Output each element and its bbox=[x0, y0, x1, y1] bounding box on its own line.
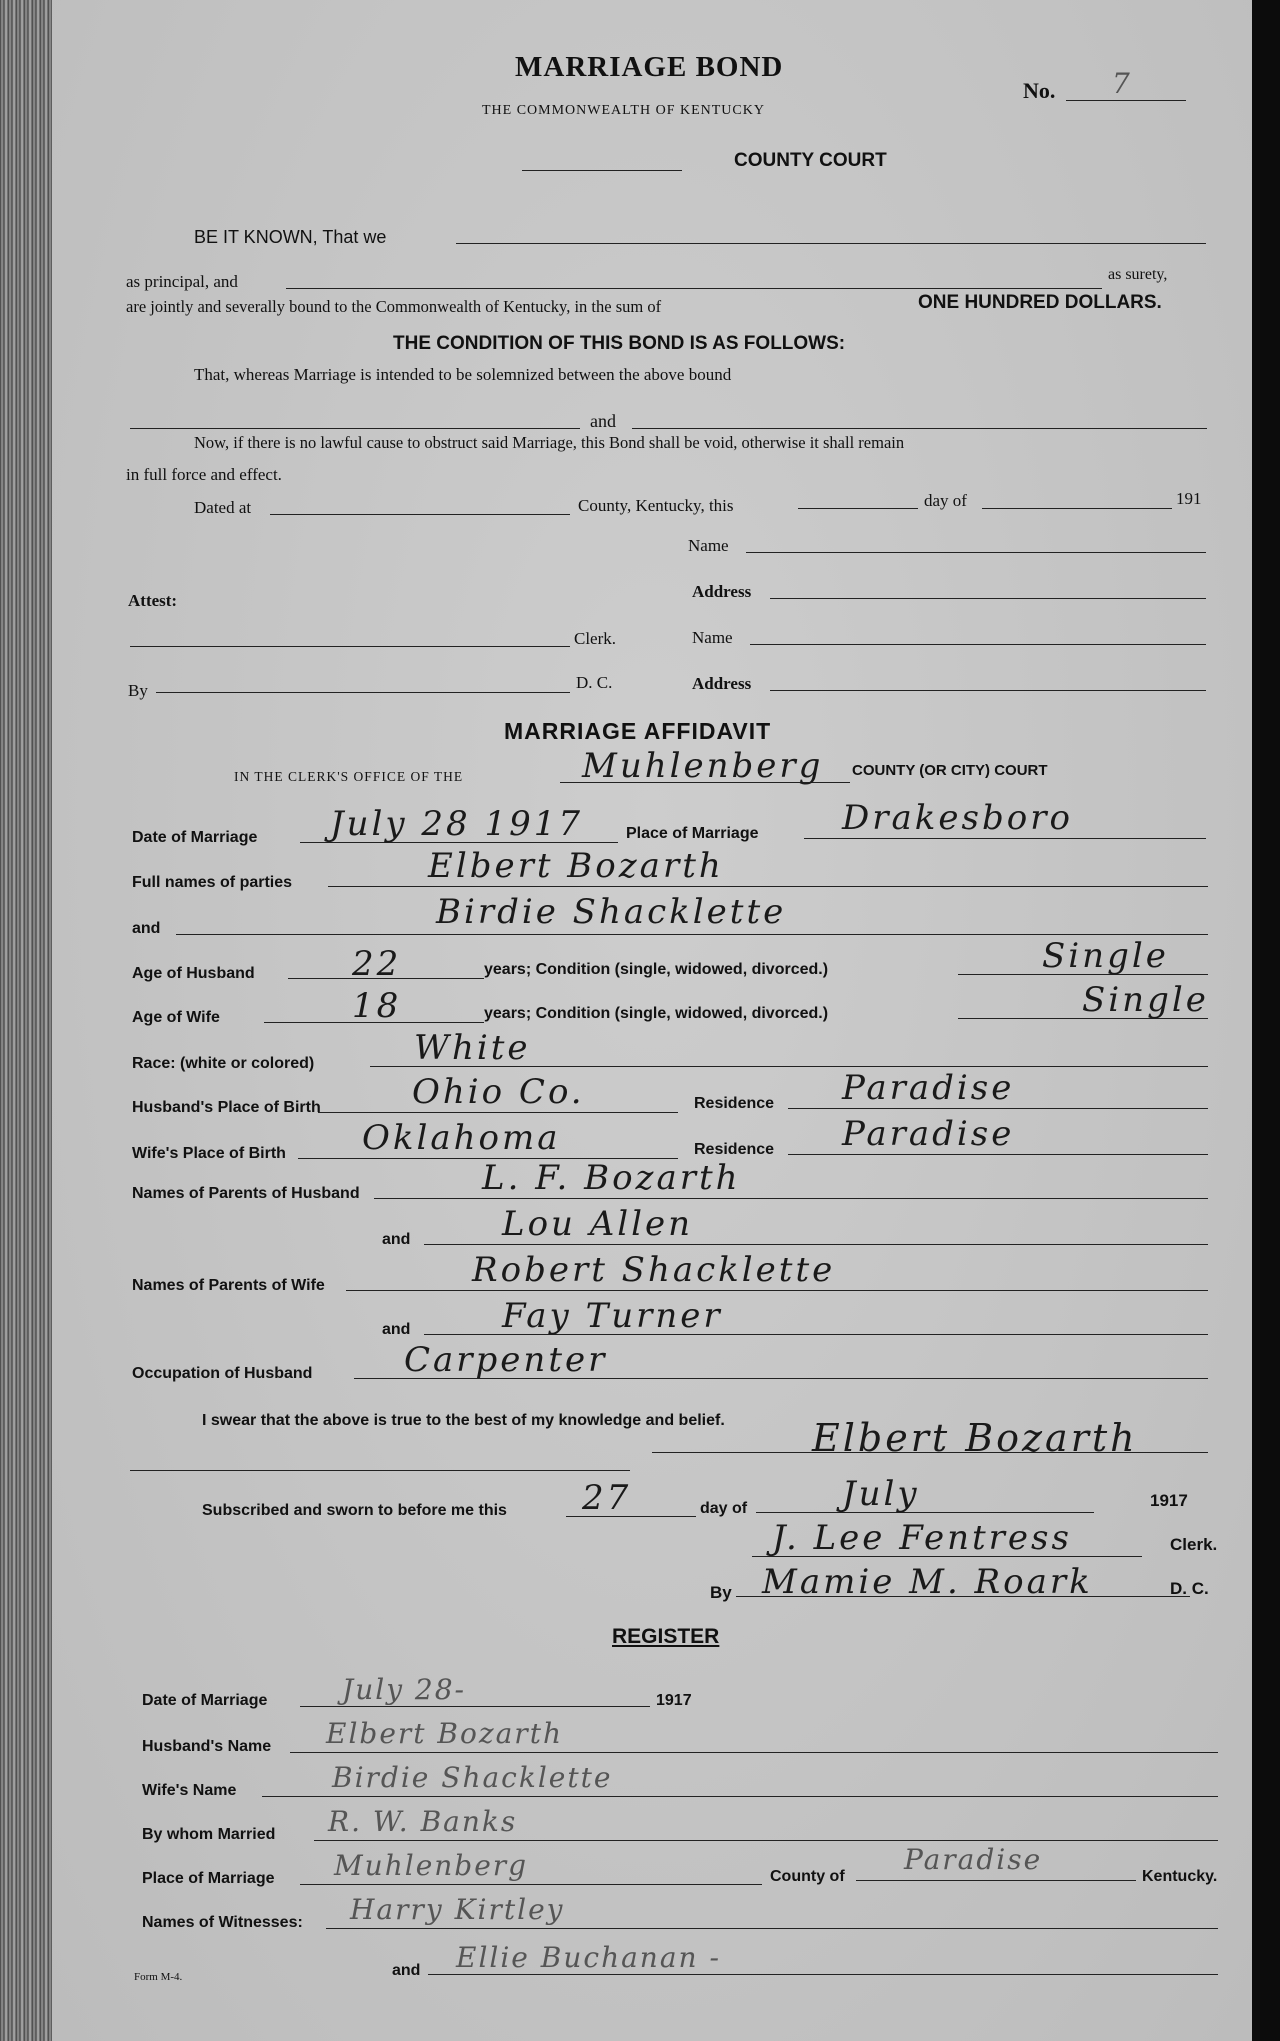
address-label-2: Address bbox=[692, 674, 752, 693]
register-kentucky-label: Kentucky. bbox=[1142, 1868, 1218, 1885]
full-names-value: Elbert Bozarth bbox=[428, 846, 724, 886]
witness-sign-line bbox=[130, 1470, 630, 1471]
party2-line bbox=[632, 428, 1207, 429]
parents-wife-and-value: Fay Turner bbox=[502, 1296, 723, 1336]
occupation-label: Occupation of Husband bbox=[132, 1365, 313, 1382]
signature-line bbox=[652, 1452, 1208, 1453]
register-wife-value: Birdie Shacklette bbox=[332, 1761, 613, 1794]
by-line bbox=[156, 692, 570, 693]
sworn-month: July bbox=[842, 1474, 920, 1514]
bond-clerk-label: Clerk. bbox=[574, 629, 617, 648]
address-line-2 bbox=[770, 690, 1206, 691]
parents-husband-line bbox=[374, 1198, 1208, 1199]
county-ky-this: County, Kentucky, this bbox=[578, 496, 734, 515]
subscribed-text: Subscribed and sworn to before me this bbox=[202, 1502, 507, 1519]
date-of-marriage-label: Date of Marriage bbox=[132, 829, 258, 846]
affidavit-clerk-label: Clerk. bbox=[1170, 1535, 1218, 1554]
and-party-label: and bbox=[132, 920, 161, 937]
party1-line bbox=[130, 428, 580, 429]
book-binding-pages bbox=[0, 0, 52, 2041]
wife-residence-value: Paradise bbox=[842, 1114, 1015, 1154]
month-line bbox=[982, 508, 1172, 509]
bound-text: are jointly and severally bound to the Commonwealth of Kentucky, in the sum of bbox=[126, 297, 662, 316]
clerk-name: J. Lee Fentress bbox=[772, 1518, 1072, 1558]
bond-subtitle: THE COMMONWEALTH OF KENTUCKY bbox=[482, 103, 765, 118]
parents-husband-value: L. F. Bozarth bbox=[482, 1158, 741, 1198]
now-if-text-2: in full force and effect. bbox=[126, 465, 282, 484]
register-county-of-line bbox=[856, 1880, 1136, 1881]
condition-wife-label: years; Condition (single, widowed, divorced.) bbox=[484, 1005, 829, 1022]
as-principal: as principal, and bbox=[126, 272, 238, 291]
scan-border bbox=[1252, 0, 1280, 2041]
day-line bbox=[798, 508, 918, 509]
bond-dc-label: D. C. bbox=[576, 673, 613, 692]
date-of-marriage-value: July 28 1917 bbox=[330, 804, 584, 844]
age-wife-label: Age of Wife bbox=[132, 1009, 220, 1026]
husband-birth-value: Ohio Co. bbox=[412, 1072, 585, 1112]
name-label-2: Name bbox=[692, 628, 733, 647]
sworn-day: 27 bbox=[582, 1478, 632, 1518]
register-county-of-value: Paradise bbox=[904, 1843, 1043, 1876]
husband-birth-label: Husband's Place of Birth bbox=[132, 1099, 321, 1116]
name-line-1 bbox=[746, 552, 1206, 553]
register-place-value: Muhlenberg bbox=[334, 1849, 529, 1882]
husband-residence-label: Residence bbox=[694, 1095, 775, 1112]
now-if-text-1: Now, if there is no lawful cause to obstruct said Marriage, this Bond shall be void, otherwise it shall remain bbox=[194, 433, 905, 452]
office-suffix: COUNTY (OR CITY) COURT bbox=[852, 762, 1048, 779]
dated-at-line bbox=[270, 514, 570, 515]
bond-number-label: No. bbox=[1023, 78, 1056, 103]
sworn-day-of: day of bbox=[700, 1500, 748, 1517]
bond-day-of: day of bbox=[924, 491, 967, 510]
wife-birth-label: Wife's Place of Birth bbox=[132, 1145, 286, 1162]
and-party-value: Birdie Shacklette bbox=[436, 892, 787, 932]
sworn-month-line bbox=[756, 1512, 1094, 1513]
bond-number-value: 7 bbox=[1112, 67, 1132, 100]
form-number: Form M-4. bbox=[134, 1971, 183, 1983]
swear-text: I swear that the above is true to the best of my knowledge and belief. bbox=[202, 1412, 725, 1429]
register-county-of-label: County of bbox=[770, 1868, 845, 1885]
register-husband-value: Elbert Bozarth bbox=[326, 1717, 563, 1750]
condition-husband-value: Single bbox=[1042, 936, 1169, 976]
office-prefix: IN THE CLERK'S OFFICE OF THE bbox=[234, 769, 464, 784]
race-label: Race: (white or colored) bbox=[132, 1055, 315, 1072]
place-of-marriage-value: Drakesboro bbox=[842, 798, 1073, 838]
name-label-1: Name bbox=[688, 536, 729, 555]
register-place-line bbox=[300, 1884, 762, 1885]
address-line-1 bbox=[770, 598, 1206, 599]
sworn-year: 1917 bbox=[1150, 1491, 1188, 1510]
register-witnesses-line bbox=[326, 1928, 1218, 1929]
condition-heading: THE CONDITION OF THIS BOND IS AS FOLLOWS: bbox=[393, 333, 846, 354]
husband-residence-value: Paradise bbox=[842, 1068, 1015, 1108]
register-wife-line bbox=[262, 1796, 1218, 1797]
bond-sum: ONE HUNDRED DOLLARS. bbox=[918, 292, 1162, 313]
county-court-label: COUNTY COURT bbox=[734, 150, 887, 171]
whereas-text: That, whereas Marriage is intended to be solemnized between the above bound bbox=[194, 365, 732, 384]
husband-birth-line bbox=[318, 1112, 678, 1113]
occupation-value: Carpenter bbox=[404, 1340, 608, 1380]
register-place-label: Place of Marriage bbox=[142, 1870, 275, 1887]
race-value: White bbox=[414, 1028, 531, 1068]
condition-husband-label: years; Condition (single, widowed, divorced.) bbox=[484, 961, 829, 978]
bond-year-prefix: 191 bbox=[1176, 489, 1202, 508]
dated-at: Dated at bbox=[194, 498, 252, 517]
bond-and: and bbox=[590, 411, 616, 431]
parents-wife-and-label: and bbox=[382, 1321, 411, 1338]
wife-residence-label: Residence bbox=[694, 1141, 775, 1158]
address-label-1: Address bbox=[692, 582, 752, 601]
county-value: Muhlenberg bbox=[582, 746, 824, 786]
register-by-whom-value: R. W. Banks bbox=[328, 1805, 518, 1838]
bond-title: MARRIAGE BOND bbox=[515, 51, 784, 83]
full-names-label: Full names of parties bbox=[132, 874, 293, 891]
full-names-line bbox=[328, 886, 1208, 887]
parents-wife-label: Names of Parents of Wife bbox=[132, 1277, 325, 1294]
register-by-whom-line bbox=[314, 1840, 1218, 1841]
principals-line bbox=[456, 243, 1206, 244]
register-witnesses-label: Names of Witnesses: bbox=[142, 1914, 303, 1931]
affidavit-by-label: By bbox=[710, 1583, 732, 1602]
affidavit-title: MARRIAGE AFFIDAVIT bbox=[504, 718, 772, 744]
register-date-label: Date of Marriage bbox=[142, 1692, 268, 1709]
surety-line bbox=[286, 288, 1102, 289]
parents-husband-and-label: and bbox=[382, 1231, 411, 1248]
county-court-line bbox=[522, 170, 682, 171]
marriage-form-page bbox=[52, 0, 1252, 2041]
as-surety: as surety, bbox=[1108, 266, 1168, 283]
register-and-label: and bbox=[392, 1962, 421, 1979]
dc-name: Mamie M. Roark bbox=[762, 1562, 1093, 1602]
register-witness-2: Ellie Buchanan - bbox=[456, 1941, 721, 1974]
bond-by-label: By bbox=[128, 681, 148, 700]
parents-husband-and-value: Lou Allen bbox=[502, 1204, 694, 1244]
attest-label: Attest: bbox=[128, 591, 178, 610]
parents-wife-value: Robert Shacklette bbox=[472, 1250, 836, 1290]
wife-residence-line bbox=[788, 1154, 1208, 1155]
affidavit-dc-label: D. C. bbox=[1170, 1579, 1209, 1598]
husband-residence-line bbox=[788, 1108, 1208, 1109]
condition-wife-value: Single bbox=[1082, 980, 1209, 1020]
register-wife-label: Wife's Name bbox=[142, 1782, 237, 1799]
register-husband-label: Husband's Name bbox=[142, 1738, 272, 1755]
place-of-marriage-line bbox=[804, 838, 1206, 839]
parents-husband-label: Names of Parents of Husband bbox=[132, 1185, 360, 1202]
parents-husband-and-line bbox=[424, 1244, 1208, 1245]
register-by-whom-label: By whom Married bbox=[142, 1826, 276, 1843]
age-wife-value: 18 bbox=[352, 986, 402, 1026]
clerk-line bbox=[130, 646, 570, 647]
age-husband-value: 22 bbox=[352, 944, 402, 984]
place-of-marriage-label: Place of Marriage bbox=[626, 825, 759, 842]
age-husband-label: Age of Husband bbox=[132, 965, 255, 982]
register-husband-line bbox=[290, 1752, 1218, 1753]
name-line-2 bbox=[750, 644, 1206, 645]
be-it-known: BE IT KNOWN, That we bbox=[194, 227, 387, 247]
register-date-value: July 28- bbox=[342, 1673, 467, 1706]
register-witness-1: Harry Kirtley bbox=[350, 1893, 565, 1926]
parents-wife-line bbox=[346, 1290, 1208, 1291]
affiant-signature: Elbert Bozarth bbox=[812, 1416, 1138, 1460]
wife-birth-value: Oklahoma bbox=[362, 1118, 561, 1158]
and-party-line bbox=[176, 934, 1208, 935]
register-year: 1917 bbox=[656, 1692, 692, 1709]
register-title: REGISTER bbox=[612, 1625, 720, 1648]
